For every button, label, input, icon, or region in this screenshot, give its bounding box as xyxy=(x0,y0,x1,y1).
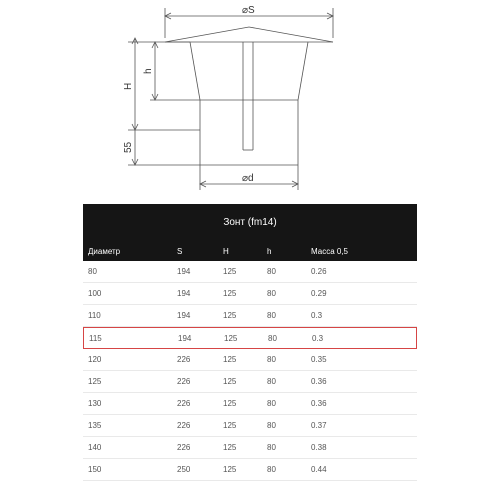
header-h: h xyxy=(267,246,272,256)
cell-H: 125 xyxy=(223,355,237,364)
table-row xyxy=(83,415,417,437)
table-header xyxy=(83,241,417,261)
cell-h: 80 xyxy=(267,465,276,474)
cell-H: 125 xyxy=(224,333,238,343)
label-S: ⌀S xyxy=(242,5,255,16)
table-row xyxy=(83,349,417,371)
table-row xyxy=(83,393,417,415)
cell-mass: 0.26 xyxy=(311,267,327,276)
header-s: S xyxy=(177,246,183,256)
cell-s: 226 xyxy=(177,355,191,364)
label-h: h xyxy=(143,68,154,74)
table-row-highlighted xyxy=(83,327,417,349)
table-row xyxy=(83,459,417,481)
header-H: H xyxy=(223,246,229,256)
cell-H: 125 xyxy=(223,443,237,452)
cell-H: 125 xyxy=(223,377,237,386)
cell-h: 80 xyxy=(268,333,277,343)
cell-H: 125 xyxy=(223,399,237,408)
cell-mass: 0.3 xyxy=(311,311,323,320)
cell-h: 80 xyxy=(267,267,276,276)
cell-H: 125 xyxy=(223,289,237,298)
header-mass: Масса 0,5 xyxy=(311,246,348,256)
cell-mass: 0.37 xyxy=(311,421,327,430)
cell-mass: 0.29 xyxy=(311,289,327,298)
table-row xyxy=(83,305,417,327)
cell-s: 226 xyxy=(177,421,191,430)
cell-s: 250 xyxy=(177,465,191,474)
label-55: 55 xyxy=(123,141,134,153)
cell-diameter: 150 xyxy=(88,465,102,474)
table-row xyxy=(83,261,417,283)
cell-mass: 0.36 xyxy=(311,377,327,386)
cell-diameter: 135 xyxy=(88,421,102,430)
cell-H: 125 xyxy=(223,267,237,276)
body-left-edge xyxy=(190,42,200,100)
cell-mass: 0.38 xyxy=(311,443,327,452)
cell-diameter: 125 xyxy=(88,377,102,386)
cell-h: 80 xyxy=(267,421,276,430)
cell-h: 80 xyxy=(267,399,276,408)
label-H: H xyxy=(123,82,134,90)
cell-mass: 0.35 xyxy=(311,355,327,364)
label-d: ⌀d xyxy=(242,173,254,184)
cell-H: 125 xyxy=(223,465,237,474)
cell-diameter: 115 xyxy=(89,333,102,343)
cell-H: 125 xyxy=(223,311,237,320)
cell-diameter: 140 xyxy=(88,443,102,452)
cell-mass: 0.44 xyxy=(311,465,327,474)
cell-h: 80 xyxy=(267,289,276,298)
cell-h: 80 xyxy=(267,355,276,364)
cell-H: 125 xyxy=(223,421,237,430)
table-row xyxy=(83,283,417,305)
cell-diameter: 80 xyxy=(88,267,97,276)
cell-h: 80 xyxy=(267,377,276,386)
cap-top xyxy=(165,27,333,42)
cell-s: 226 xyxy=(177,443,191,452)
table-row xyxy=(83,437,417,459)
technical-drawing xyxy=(0,0,500,200)
cell-diameter: 120 xyxy=(88,355,102,364)
spec-table xyxy=(83,204,417,481)
cell-diameter: 110 xyxy=(88,311,101,320)
cell-s: 194 xyxy=(177,311,191,320)
cell-s: 226 xyxy=(177,399,191,408)
cell-s: 226 xyxy=(177,377,191,386)
table-title: Зонт (fm14) xyxy=(83,204,417,241)
cell-h: 80 xyxy=(267,443,276,452)
body-right-edge xyxy=(298,42,308,100)
cell-mass: 0.3 xyxy=(312,333,324,343)
cell-h: 80 xyxy=(267,311,276,320)
cell-diameter: 130 xyxy=(88,399,102,408)
cell-diameter: 100 xyxy=(88,289,102,298)
header-diameter: Диаметр xyxy=(88,246,121,256)
cell-s: 194 xyxy=(178,333,192,343)
cell-mass: 0.36 xyxy=(311,399,327,408)
table-row xyxy=(83,371,417,393)
cell-s: 194 xyxy=(177,267,191,276)
cell-s: 194 xyxy=(177,289,191,298)
